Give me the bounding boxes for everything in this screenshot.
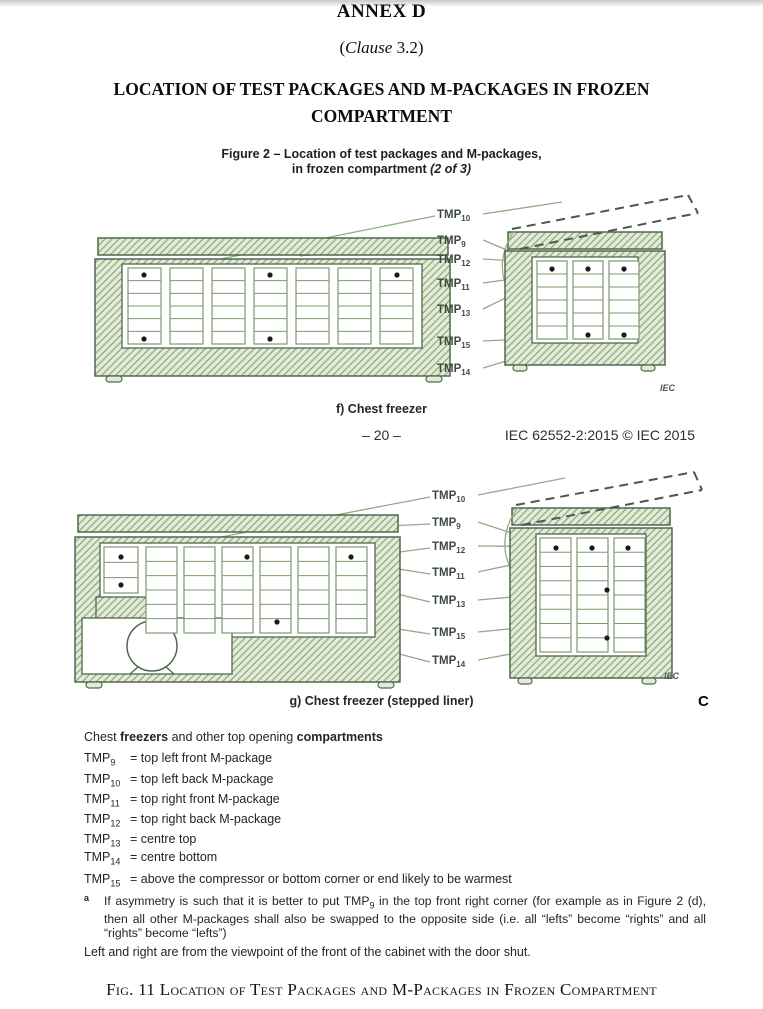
legend-entry-definition: = top right back M-package — [130, 812, 282, 826]
tmp-label: $TMP_{15}$ — [437, 336, 471, 350]
legend-entry-definition: = above the compressor or bottom corner or end likely to be warmest — [130, 872, 512, 886]
legend-heading — [84, 730, 383, 744]
iec-credit-f: IEC — [660, 383, 676, 393]
main-heading-line1: LOCATION OF TEST PACKAGES AND M-PACKAGES IN FROZEN — [113, 79, 650, 99]
figure-f-diagram — [0, 190, 763, 390]
figure-f-front-view — [95, 238, 450, 382]
package-stacks — [128, 268, 413, 344]
tmp-label: $TMP_{13}$ — [432, 595, 466, 609]
legend-entry: $TMP_{13}$ = centre top — [84, 832, 197, 849]
figure-g-side-view — [505, 472, 702, 684]
figure2-caption-line2-text: in frozen compartment — [291, 162, 431, 176]
figure-g-diagram — [0, 470, 763, 692]
figure-g-caption: g) Chest freezer (stepped liner) — [289, 694, 474, 708]
chest-lid — [508, 232, 662, 249]
clause-reference — [0, 38, 763, 58]
legend-entry-definition: = centre top — [130, 832, 197, 846]
package-stacks — [537, 261, 639, 339]
legend-entry: $TMP_{12}$ = top right back M-package — [84, 812, 282, 829]
legend-heading-part: Chest — [84, 730, 121, 744]
legend-entry: $TMP_{14}$ = centre bottom — [84, 850, 218, 867]
figure-f-caption: f) Chest freezer — [336, 402, 427, 416]
legend-entry: $TMP_{15}$ = above the compressor or bottom corner or end likely to be warmest — [84, 872, 512, 889]
legend-entry-definition: = top right front M-package — [130, 792, 280, 806]
tmp-label: $TMP_{12}$ — [432, 541, 466, 555]
tmp-label: $TMP_{10}$ — [432, 490, 466, 504]
foot — [518, 678, 532, 684]
tmp-label: $TMP_{15}$ — [432, 627, 466, 641]
chest-lid — [512, 508, 670, 525]
legend-heading-part-bold: freezers — [120, 730, 169, 744]
figure-f-side-view — [502, 195, 698, 371]
margin-letter: C — [698, 693, 709, 710]
legend-heading-part-bold: compartments — [296, 730, 383, 744]
chest-lid — [98, 238, 448, 255]
footnote-text — [104, 895, 706, 940]
page-number: – 20 – — [362, 427, 401, 443]
figure2-caption-line1: Figure 2 – Location of test packages and M-packages, — [221, 147, 542, 161]
viewpoint-note: Left and right are from the viewpoint of the front of the cabinet with the door shut. — [84, 945, 531, 959]
tmp-label: $TMP_{14}$ — [432, 655, 466, 669]
figure2-caption-line2 — [0, 162, 763, 176]
iec-credit-g: IEC — [664, 671, 680, 681]
bottom-figure-caption: Fig. 11 Location of Test Packages and M-Packages in Frozen Compartment — [106, 980, 657, 999]
foot — [641, 365, 655, 371]
tmp-label: $TMP_{13}$ — [437, 304, 471, 318]
foot — [642, 678, 656, 684]
tmp-label: $TMP_{11}$ — [437, 278, 470, 292]
legend-entry-definition: = top left front M-package — [130, 751, 273, 765]
legend-heading-part: and other top opening — [168, 730, 297, 744]
clause-open: ( — [339, 38, 346, 57]
document-reference: IEC 62552-2:2015 © IEC 2015 — [504, 427, 695, 443]
tmp-label: $TMP_{14}$ — [437, 363, 471, 377]
legend-entry: $TMP_{11}$ = top right front M-package — [84, 792, 280, 809]
foot — [426, 376, 442, 382]
footnote-tmp-subscript: 9 — [369, 900, 375, 911]
tmp-label: $TMP_9$ — [432, 517, 461, 531]
tmp-label: $TMP_{11}$ — [432, 567, 465, 581]
tmp-label: $TMP_9$ — [437, 235, 466, 249]
tmp-label: $TMP_{10}$ — [437, 209, 471, 223]
legend-entry: $TMP_{10}$ = top left back M-package — [84, 772, 274, 789]
foot — [106, 376, 122, 382]
tmp-label: $TMP_{12}$ — [437, 254, 471, 268]
foot — [378, 682, 394, 688]
footnote-post: in the top front right corner (for example as in Figure 2 (d), then all other M-packages shall also be swapped to the opposite side (i.e. all “lefts” become “rights” and all “rights” become “lefts”) — [104, 894, 706, 940]
legend-entry-definition: = top left back M-package — [130, 772, 274, 786]
footnote-pre: If asymmetry is such that it is better to put TMP — [104, 894, 370, 908]
figure-g-front-view — [75, 515, 400, 688]
main-heading-line2: COMPARTMENT — [311, 106, 452, 126]
footnote-marker: a — [84, 893, 90, 903]
clause-rest: 3.2) — [392, 38, 424, 57]
package-stacks — [540, 538, 645, 652]
legend-entry-definition: = centre bottom — [130, 850, 218, 864]
annex-title: ANNEX D — [336, 1, 427, 22]
foot — [513, 365, 527, 371]
figure2-caption-line2-pagecount: (2 of 3) — [430, 162, 472, 176]
chest-lid — [78, 515, 398, 532]
clause-word: Clause — [345, 38, 393, 57]
legend-entry: $TMP_9$ = top left front M-package — [84, 751, 273, 768]
figure-g-labels — [432, 490, 466, 669]
foot — [86, 682, 102, 688]
